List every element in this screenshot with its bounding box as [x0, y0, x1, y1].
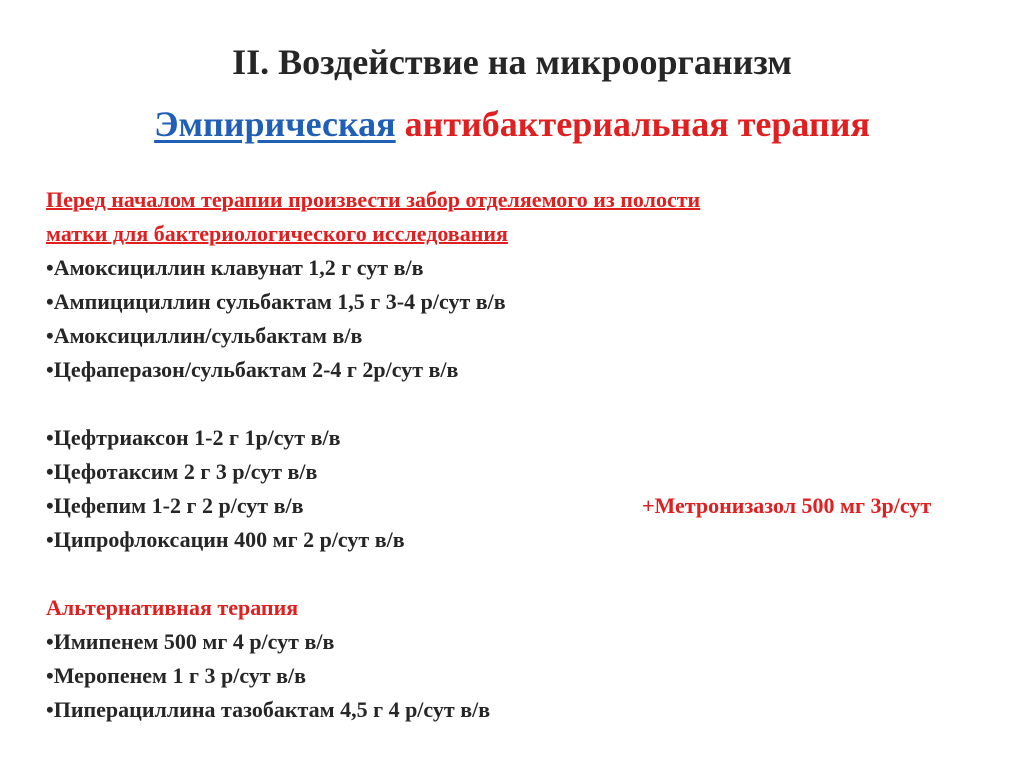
slide-subtitle: [0, 104, 1024, 144]
alternative-therapy-heading: Альтернативная терапия: [46, 595, 299, 620]
slide-title: II. Воздействие на микроорганизм: [232, 42, 792, 82]
metronidazole-note: +Метронизазол 500 мг 3р/сут: [642, 493, 932, 518]
drug-item: •Меропенем 1 г 3 р/сут в/в: [46, 663, 307, 688]
subtitle-empirical: Эмпирическая: [154, 104, 396, 144]
drug-item: •Цефаперазон/сульбактам 2-4 г 2р/сут в/в: [46, 357, 459, 382]
drug-item: •Имипенем 500 мг 4 р/сут в/в: [46, 629, 335, 654]
drug-item: •Амоксициллин/сульбактам в/в: [46, 323, 363, 348]
drug-item: •Цефтриаксон 1-2 г 1р/сут в/в: [46, 425, 341, 450]
drug-item: •Амоксициллин клавунат 1,2 г сут в/в: [46, 255, 424, 280]
drug-item-row: [46, 489, 986, 523]
instruction-line: матки для бактериологического исследования: [46, 221, 508, 246]
content-body: [46, 183, 986, 727]
drug-item: •Ципрофлоксацин 400 мг 2 р/сут в/в: [46, 527, 405, 552]
drug-item: •Цефотаксим 2 г 3 р/сут в/в: [46, 459, 318, 484]
subtitle-therapy: антибактериальная терапия: [395, 104, 870, 144]
instruction-line: Перед началом терапии произвести забор отделяемого из полости: [46, 187, 701, 212]
drug-item: •Пиперациллина тазобактам 4,5 г 4 р/сут в/в: [46, 697, 491, 722]
drug-item: •Ампициц‌иллин сульбактам 1,5 г 3-4 р/сут в/в: [46, 289, 506, 314]
drug-item: •Цефепим 1-2 г 2 р/сут в/в: [46, 493, 304, 518]
